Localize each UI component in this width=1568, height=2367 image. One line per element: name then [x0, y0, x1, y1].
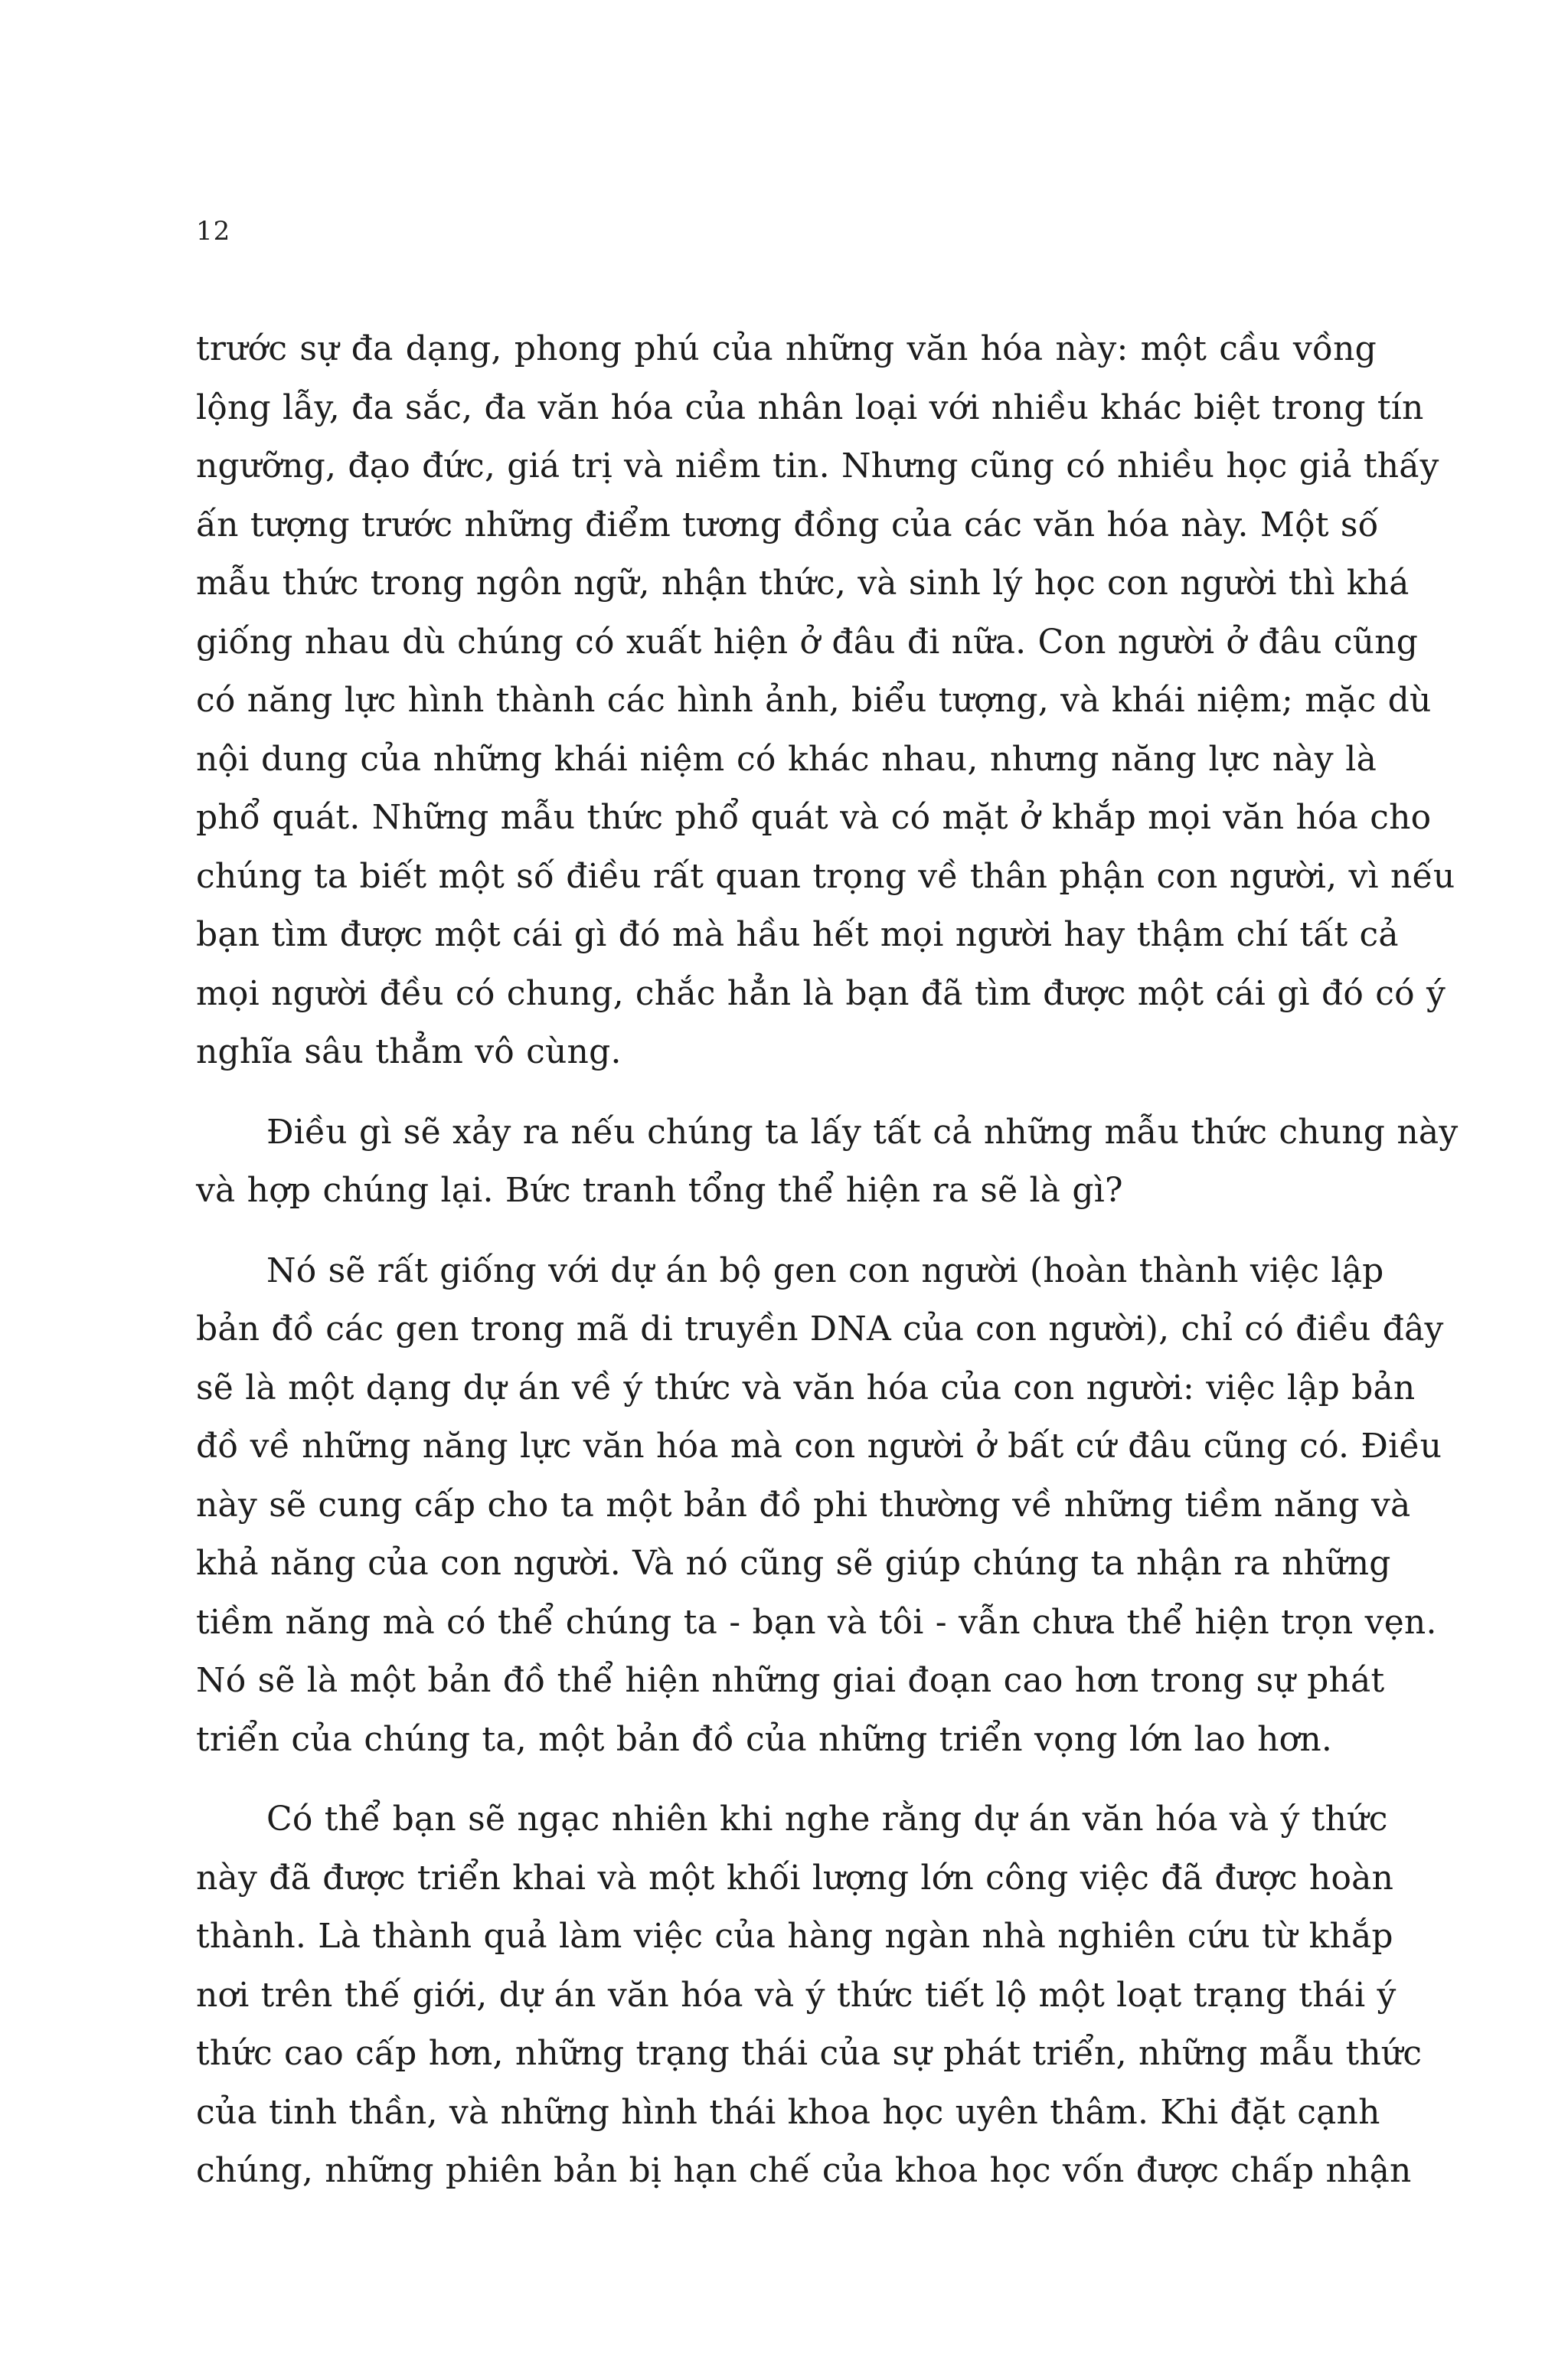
text-line: khả năng của con người. Và nó cũng sẽ giúp chúng ta nhận ra những [196, 1544, 1391, 1583]
paragraph-1 [196, 320, 1455, 1082]
text-line: Điều gì sẽ xảy ra nếu chúng ta lấy tất cả những mẫu thức chung này [266, 1112, 1459, 1152]
text-line: phổ quát. Những mẫu thức phổ quát và có mặt ở khắp mọi văn hóa cho [196, 798, 1432, 837]
page-number: 12 [196, 216, 231, 247]
text-line: lộng lẫy, đa sắc, đa văn hóa của nhân loại với nhiều khác biệt trong tín [196, 387, 1424, 427]
text-line: mọi người đều có chung, chắc hẳn là bạn đã tìm được một cái gì đó có ý [196, 973, 1446, 1013]
text-line: bạn tìm được một cái gì đó mà hầu hết mọi người hay thậm chí tất cả [196, 915, 1399, 954]
text-line: sẽ là một dạng dự án về ý thức và văn hóa của con người: việc lập bản [196, 1368, 1416, 1407]
text-line: chúng ta biết một số điều rất quan trọng về thân phận con người, vì nếu [196, 856, 1455, 896]
text-line: bản đồ các gen trong mã di truyền DNA của con người), chỉ có điều đây [196, 1309, 1444, 1349]
text-line: Nó sẽ là một bản đồ thể hiện những giai đoạn cao hơn trong sự phát [196, 1661, 1385, 1700]
paragraph-2 [196, 1103, 1459, 1221]
text-line: tiềm năng mà có thể chúng ta - bạn và tôi - vẫn chưa thể hiện trọn vẹn. [196, 1602, 1437, 1642]
text-line: thành. Là thành quả làm việc của hàng ngàn nhà nghiên cứu từ khắp [196, 1917, 1393, 1956]
text-line: ấn tượng trước những điểm tương đồng của các văn hóa này. Một số [196, 505, 1379, 544]
text-line: đồ về những năng lực văn hóa mà con người ở bất cứ đâu cũng có. Điều [196, 1427, 1442, 1466]
text-line: nội dung của những khái niệm có khác nhau, nhưng năng lực này là [196, 739, 1377, 779]
text-line: nơi trên thế giới, dự án văn hóa và ý thức tiết lộ một loạt trạng thái ý [196, 1975, 1396, 2015]
text-line: thức cao cấp hơn, những trạng thái của sự phát triển, những mẫu thức [196, 2034, 1423, 2073]
text-line: Nó sẽ rất giống với dự án bộ gen con người (hoàn thành việc lập [266, 1251, 1384, 1290]
text-line: ngưỡng, đạo đức, giá trị và niềm tin. Nhưng cũng có nhiều học giả thấy [196, 446, 1439, 485]
text-line: Có thể bạn sẽ ngạc nhiên khi nghe rằng dự án văn hóa và ý thức [266, 1800, 1388, 1839]
text-line: giống nhau dù chúng có xuất hiện ở đâu đi nữa. Con người ở đâu cũng [196, 622, 1419, 662]
text-line: chúng, những phiên bản bị hạn chế của khoa học vốn được chấp nhận [196, 2151, 1412, 2190]
text-line: trước sự đa dạng, phong phú của những văn hóa này: một cầu vồng [196, 329, 1377, 368]
body-text [196, 320, 1459, 2222]
text-line: này đã được triển khai và một khối lượng lớn công việc đã được hoàn [196, 1858, 1394, 1898]
text-line: của tinh thần, và những hình thái khoa học uyên thâm. Khi đặt cạnh [196, 2092, 1380, 2132]
text-line: và hợp chúng lại. Bức tranh tổng thể hiện ra sẽ là gì? [196, 1171, 1123, 1210]
paragraph-4 [196, 1790, 1423, 2201]
text-line: có năng lực hình thành các hình ảnh, biểu tượng, và khái niệm; mặc dù [196, 681, 1432, 720]
text-line: này sẽ cung cấp cho ta một bản đồ phi thường về những tiềm năng và [196, 1485, 1411, 1525]
paragraph-3 [196, 1242, 1444, 1770]
text-line: nghĩa sâu thẳm vô cùng. [196, 1032, 622, 1071]
text-line: triển của chúng ta, một bản đồ của những triển vọng lớn lao hơn. [196, 1719, 1333, 1759]
text-line: mẫu thức trong ngôn ngữ, nhận thức, và sinh lý học con người thì khá [196, 564, 1410, 603]
